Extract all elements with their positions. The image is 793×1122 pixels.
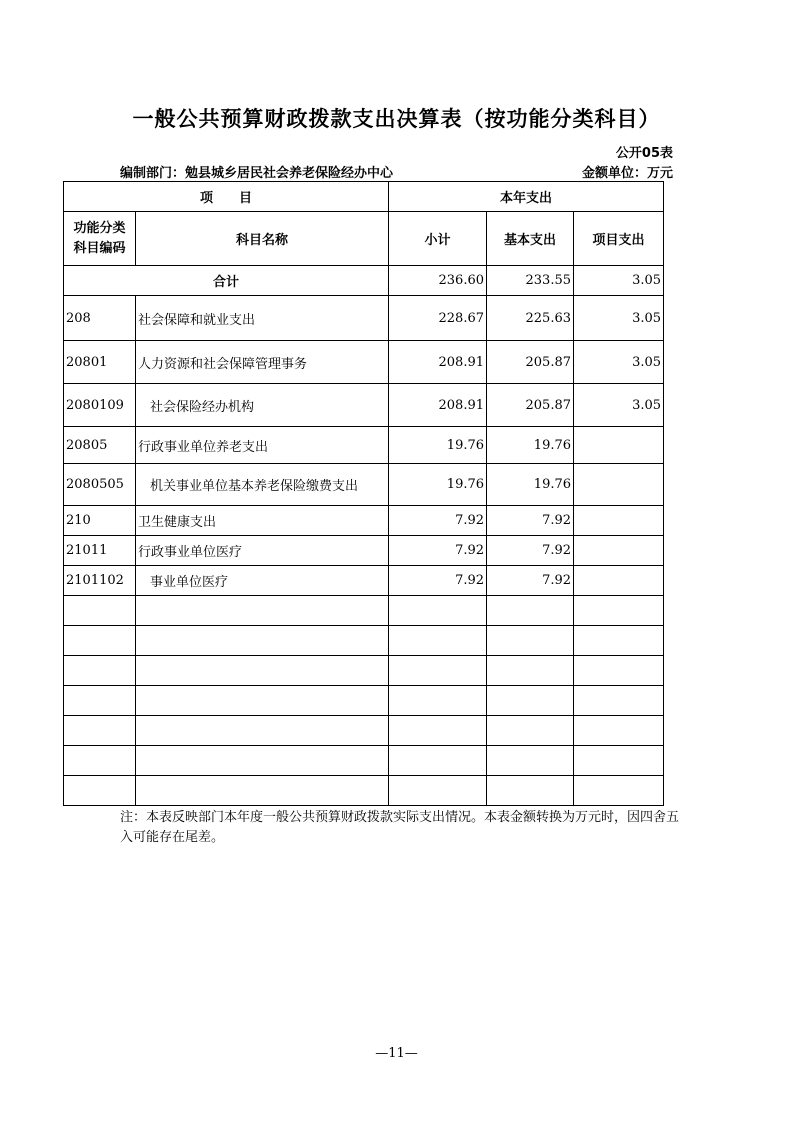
row-subtotal: 19.76 — [389, 427, 487, 464]
row-basic: 7.92 — [487, 536, 574, 566]
header-item: 项 目 — [64, 182, 389, 212]
table-row — [64, 384, 664, 427]
row-name: 行政事业单位养老支出 — [136, 427, 389, 464]
total-label: 合计 — [64, 266, 389, 296]
empty-row — [64, 746, 664, 776]
table-row — [64, 464, 664, 506]
row-name: 卫生健康支出 — [136, 506, 389, 536]
page-title: 一般公共预算财政拨款支出决算表（按功能分类科目） — [132, 107, 661, 131]
row-subtotal: 7.92 — [389, 536, 487, 566]
header-project: 项目支出 — [574, 212, 664, 266]
row-name: 社会保障和就业支出 — [136, 296, 389, 341]
table-row — [64, 427, 664, 464]
table-row — [64, 536, 664, 566]
table-row — [64, 506, 664, 536]
row-code: 2101102 — [64, 566, 136, 596]
row-code: 20801 — [64, 341, 136, 384]
department-label: 编制部门：勉县城乡居民社会养老保险经办中心 — [120, 166, 394, 181]
row-project — [574, 566, 664, 596]
row-subtotal: 7.92 — [389, 566, 487, 596]
row-basic: 19.76 — [487, 464, 574, 506]
row-code: 21011 — [64, 536, 136, 566]
row-basic: 7.92 — [487, 506, 574, 536]
row-basic: 205.87 — [487, 384, 574, 427]
row-basic: 205.87 — [487, 341, 574, 384]
row-name: 行政事业单位医疗 — [136, 536, 389, 566]
row-project: 3.05 — [574, 384, 664, 427]
row-code: 210 — [64, 506, 136, 536]
row-project: 3.05 — [574, 341, 664, 384]
header-current-year: 本年支出 — [389, 182, 664, 212]
empty-row — [64, 776, 664, 806]
row-code: 20805 — [64, 427, 136, 464]
empty-row — [64, 686, 664, 716]
row-subtotal: 19.76 — [389, 464, 487, 506]
expenditure-table — [63, 181, 664, 806]
table-row — [64, 341, 664, 384]
header-subtotal: 小计 — [389, 212, 487, 266]
unit-label: 金额单位：万元 — [581, 166, 673, 181]
row-code: 208 — [64, 296, 136, 341]
empty-row — [64, 656, 664, 686]
footnote: 注：本表反映部门本年度一般公共预算财政拨款实际支出情况。本表金额转换为万元时，因四舍五入可能存在尾差。 — [120, 810, 680, 845]
row-subtotal: 208.91 — [389, 341, 487, 384]
row-name: 人力资源和社会保障管理事务 — [136, 341, 389, 384]
total-row — [64, 266, 664, 296]
page-number: —11— — [375, 1046, 418, 1061]
row-subtotal: 7.92 — [389, 506, 487, 536]
table-row — [64, 566, 664, 596]
row-basic: 19.76 — [487, 427, 574, 464]
total-subtotal: 236.60 — [389, 266, 487, 296]
row-project — [574, 536, 664, 566]
header-name: 科目名称 — [136, 212, 389, 266]
row-name: 机关事业单位基本养老保险缴费支出 — [136, 464, 389, 506]
row-subtotal: 208.91 — [389, 384, 487, 427]
empty-row — [64, 596, 664, 626]
row-project — [574, 464, 664, 506]
form-number: 公开05表 — [615, 146, 673, 161]
row-project — [574, 506, 664, 536]
table-row — [64, 296, 664, 341]
row-code: 2080505 — [64, 464, 136, 506]
row-project — [574, 427, 664, 464]
row-code: 2080109 — [64, 384, 136, 427]
row-name: 事业单位医疗 — [136, 566, 389, 596]
total-project: 3.05 — [574, 266, 664, 296]
empty-row — [64, 716, 664, 746]
row-subtotal: 228.67 — [389, 296, 487, 341]
row-project: 3.05 — [574, 296, 664, 341]
empty-row — [64, 626, 664, 656]
header-code: 功能分类 科目编码 — [64, 212, 136, 266]
row-basic: 7.92 — [487, 566, 574, 596]
header-basic: 基本支出 — [487, 212, 574, 266]
row-name: 社会保险经办机构 — [136, 384, 389, 427]
row-basic: 225.63 — [487, 296, 574, 341]
total-basic: 233.55 — [487, 266, 574, 296]
